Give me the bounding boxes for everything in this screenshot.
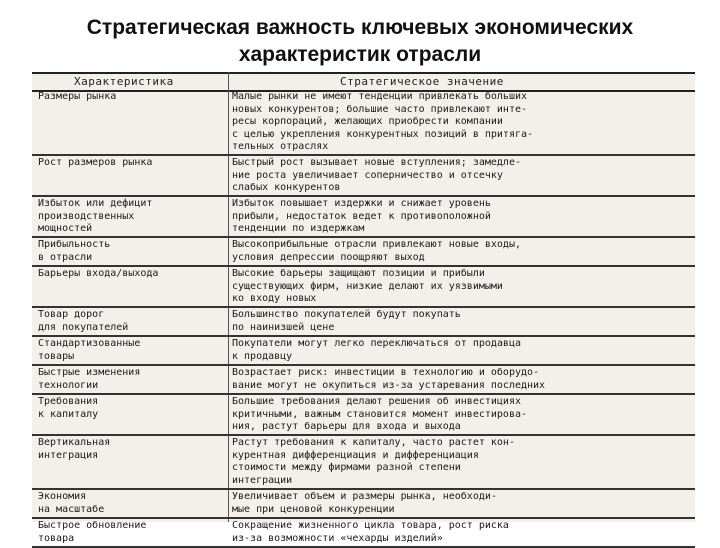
cell-characteristic: Стандартизованные товары [38, 338, 141, 362]
table-image [32, 72, 695, 544]
cell-significance: Растут требования к капиталу, часто растет кон- курентная дифференциация и дифференциация стоимости между фирмами разной степени интеграции [232, 437, 515, 486]
table-row [32, 156, 695, 197]
cell-characteristic: Барьеры входа/выхода [38, 268, 159, 279]
cell-significance: Избыток повышает издержки и снижает уровень прибыли, недостаток ведет к противоположной тенденции по издержкам [232, 198, 491, 234]
slide-title [0, 14, 720, 68]
cell-characteristic: Быстрое обновление товара [38, 520, 147, 544]
table-row [32, 267, 695, 308]
cell-characteristic: Быстрые изменения технологии [38, 367, 141, 391]
cell-significance: Малые рынки не имеют тенденции привлекать больших новых конкурентов; большие часто привлекают инте- ресы корпораций, желающих приобрести компании с целью укрепления конкурентных позиций в притяга- тельных отраслях [232, 91, 534, 152]
cell-characteristic: Товар дорог для покупателей [38, 309, 129, 333]
cell-significance: Увеличивает объем и размеры рынка, необходи- мые при ценовой конкуренции [232, 491, 497, 515]
table-row [32, 395, 695, 436]
table-row [32, 337, 695, 366]
cell-characteristic: Прибыльность в отрасли [38, 239, 111, 263]
table-row [32, 308, 695, 337]
table-row [32, 490, 695, 519]
column-header-significance: Стратегическое значение [340, 75, 504, 88]
cell-significance: Возрастает риск: инвестиции в технологию и оборудо- вание могут не окупиться из-за устаревания последних [232, 367, 546, 391]
cell-characteristic: Рост размеров рынка [38, 157, 153, 168]
cell-significance: Высокоприбыльные отрасли привлекают новые входы, условия депрессии поощряют выход [232, 239, 521, 263]
table-row [32, 197, 695, 238]
table-row [32, 436, 695, 490]
cell-characteristic: Вертикальная интеграция [38, 437, 111, 461]
cell-significance: Большинство покупателей будут покупать по наинизшей цене [232, 309, 461, 333]
table-row [32, 519, 695, 548]
cell-characteristic: Экономия на масштабе [38, 491, 105, 515]
cell-significance: Быстрый рост вызывает новые вступления; замедле- ние роста увеличивает соперничество и отсечку слабых конкурентов [232, 157, 521, 193]
column-header-characteristic: Характеристика [74, 75, 174, 88]
table-row [32, 90, 695, 156]
table-header [32, 72, 695, 92]
slide-title-line-1: Стратегическая важность ключевых экономических [86, 16, 634, 39]
table-row [32, 366, 695, 395]
cell-significance: Покупатели могут легко переключаться от продавца к продавцу [232, 338, 521, 362]
table-row [32, 238, 695, 267]
cell-significance: Сокращение жизненного цикла товара, рост риска из-за возможности «чехарды изделий» [232, 520, 509, 544]
cell-characteristic: Требования к капиталу [38, 396, 99, 420]
cell-characteristic: Размеры рынка [38, 91, 117, 102]
cell-significance: Большие требования делают решения об инвестициях критичными, важным становится момент инвестирова- ния, растут барьеры для входа и выхода [232, 396, 528, 432]
cell-significance: Высокие барьеры защищают позиции и прибыли существующих фирм, низкие делают их уязвимыми ко входу новых [232, 268, 503, 304]
slide-title-line-2: характеристик отрасли [238, 43, 482, 66]
cell-characteristic: Избыток или дефицит производственных мощностей [38, 198, 153, 234]
table-body [32, 90, 695, 548]
